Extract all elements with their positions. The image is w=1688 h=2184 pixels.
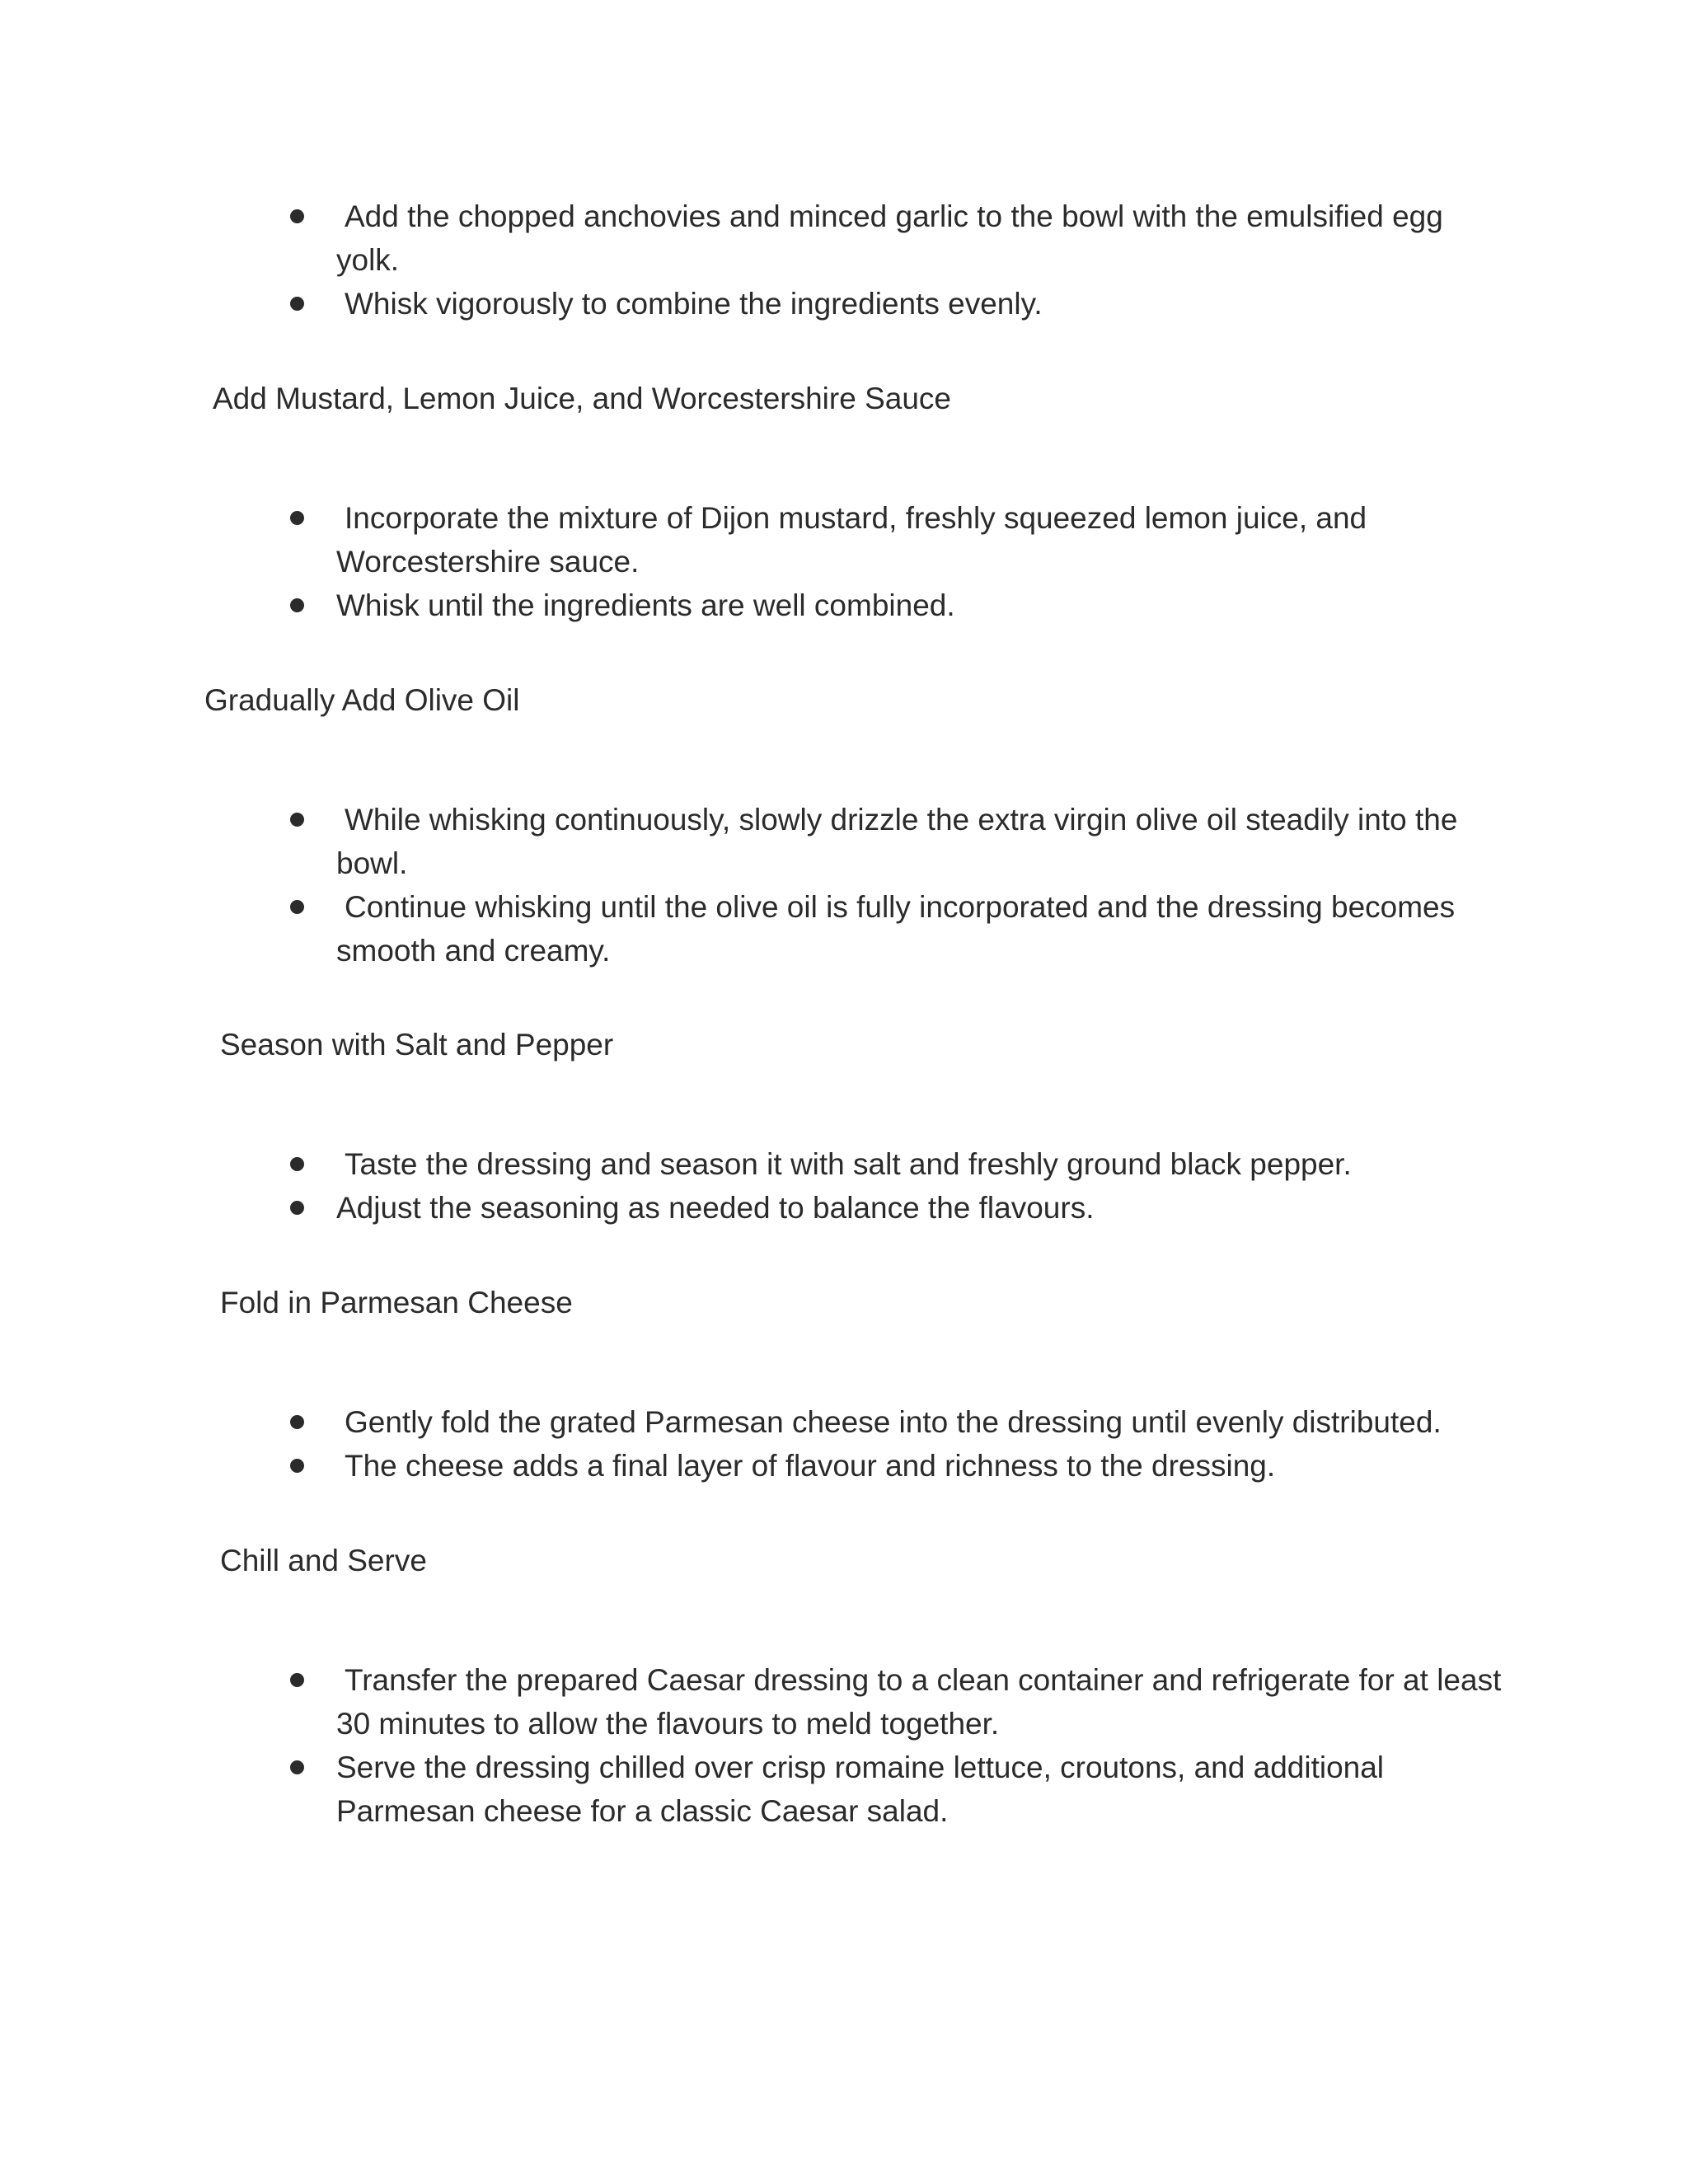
list-item xyxy=(0,496,1507,583)
list-item-text: Serve the dressing chilled over crisp romaine lettuce, croutons, and additional Parmesan cheese for a classic Caesar salad. xyxy=(336,1750,1385,1828)
list-item-text: Whisk until the ingredients are well combined. xyxy=(336,588,955,622)
bullet-dot xyxy=(290,813,304,827)
section-heading-chill-serve: Chill and Serve xyxy=(220,1544,427,1577)
list-item xyxy=(0,1444,1507,1488)
list-item-text: Taste the dressing and season it with salt and freshly ground black pepper. xyxy=(345,1147,1352,1181)
bullet-list-olive-oil xyxy=(0,798,1688,972)
bullet-dot xyxy=(290,598,304,612)
bullet-dot xyxy=(290,1760,304,1774)
list-item xyxy=(0,1400,1507,1444)
bullet-dot xyxy=(290,900,304,914)
section-heading-parmesan: Fold in Parmesan Cheese xyxy=(220,1286,573,1319)
list-item xyxy=(0,583,1507,627)
bullet-list-parmesan xyxy=(0,1400,1688,1488)
section-heading-seasoning: Season with Salt and Pepper xyxy=(220,1028,614,1062)
list-item xyxy=(0,1746,1507,1833)
list-item xyxy=(0,885,1507,972)
list-item xyxy=(0,194,1507,282)
list-item-text: The cheese adds a final layer of flavour and richness to the dressing. xyxy=(345,1449,1276,1483)
list-item-text: Continue whisking until the olive oil is fully incorporated and the dressing becomes smooth and creamy. xyxy=(336,890,1456,968)
bullet-dot xyxy=(290,1415,304,1429)
list-item-text: Transfer the prepared Caesar dressing to a clean container and refrigerate for at least 30 minutes to allow the flavours to meld together. xyxy=(336,1663,1502,1741)
bullet-list-mustard xyxy=(0,496,1688,627)
list-item-text: While whisking continuously, slowly drizzle the extra virgin olive oil steadily into the bowl. xyxy=(336,803,1458,880)
list-item-text: Incorporate the mixture of Dijon mustard, freshly squeezed lemon juice, and Worcestershire sauce. xyxy=(336,501,1367,579)
section-heading-olive-oil: Gradually Add Olive Oil xyxy=(204,683,520,717)
list-item-text: Add the chopped anchovies and minced garlic to the bowl with the emulsified egg yolk. xyxy=(336,199,1443,277)
bullet-dot xyxy=(290,297,304,311)
bullet-dot xyxy=(290,1673,304,1687)
section-heading-mustard: Add Mustard, Lemon Juice, and Worcestershire Sauce xyxy=(213,382,951,415)
bullet-dot xyxy=(290,209,304,223)
list-item xyxy=(0,1142,1507,1186)
list-item-text: Whisk vigorously to combine the ingredients evenly. xyxy=(345,287,1043,321)
bullet-list-chill-serve xyxy=(0,1658,1688,1833)
bullet-list-garlic xyxy=(0,194,1688,326)
list-item xyxy=(0,798,1507,885)
bullet-list-seasoning xyxy=(0,1142,1688,1230)
bullet-dot xyxy=(290,1459,304,1473)
list-item xyxy=(0,1658,1507,1746)
bullet-dot xyxy=(290,1157,304,1171)
bullet-dot xyxy=(290,1201,304,1215)
list-item xyxy=(0,1186,1507,1230)
list-item-text: Gently fold the grated Parmesan cheese into the dressing until evenly distributed. xyxy=(345,1405,1442,1439)
bullet-dot xyxy=(290,511,304,525)
list-item-text: Adjust the seasoning as needed to balance the flavours. xyxy=(336,1191,1095,1225)
list-item xyxy=(0,282,1507,326)
